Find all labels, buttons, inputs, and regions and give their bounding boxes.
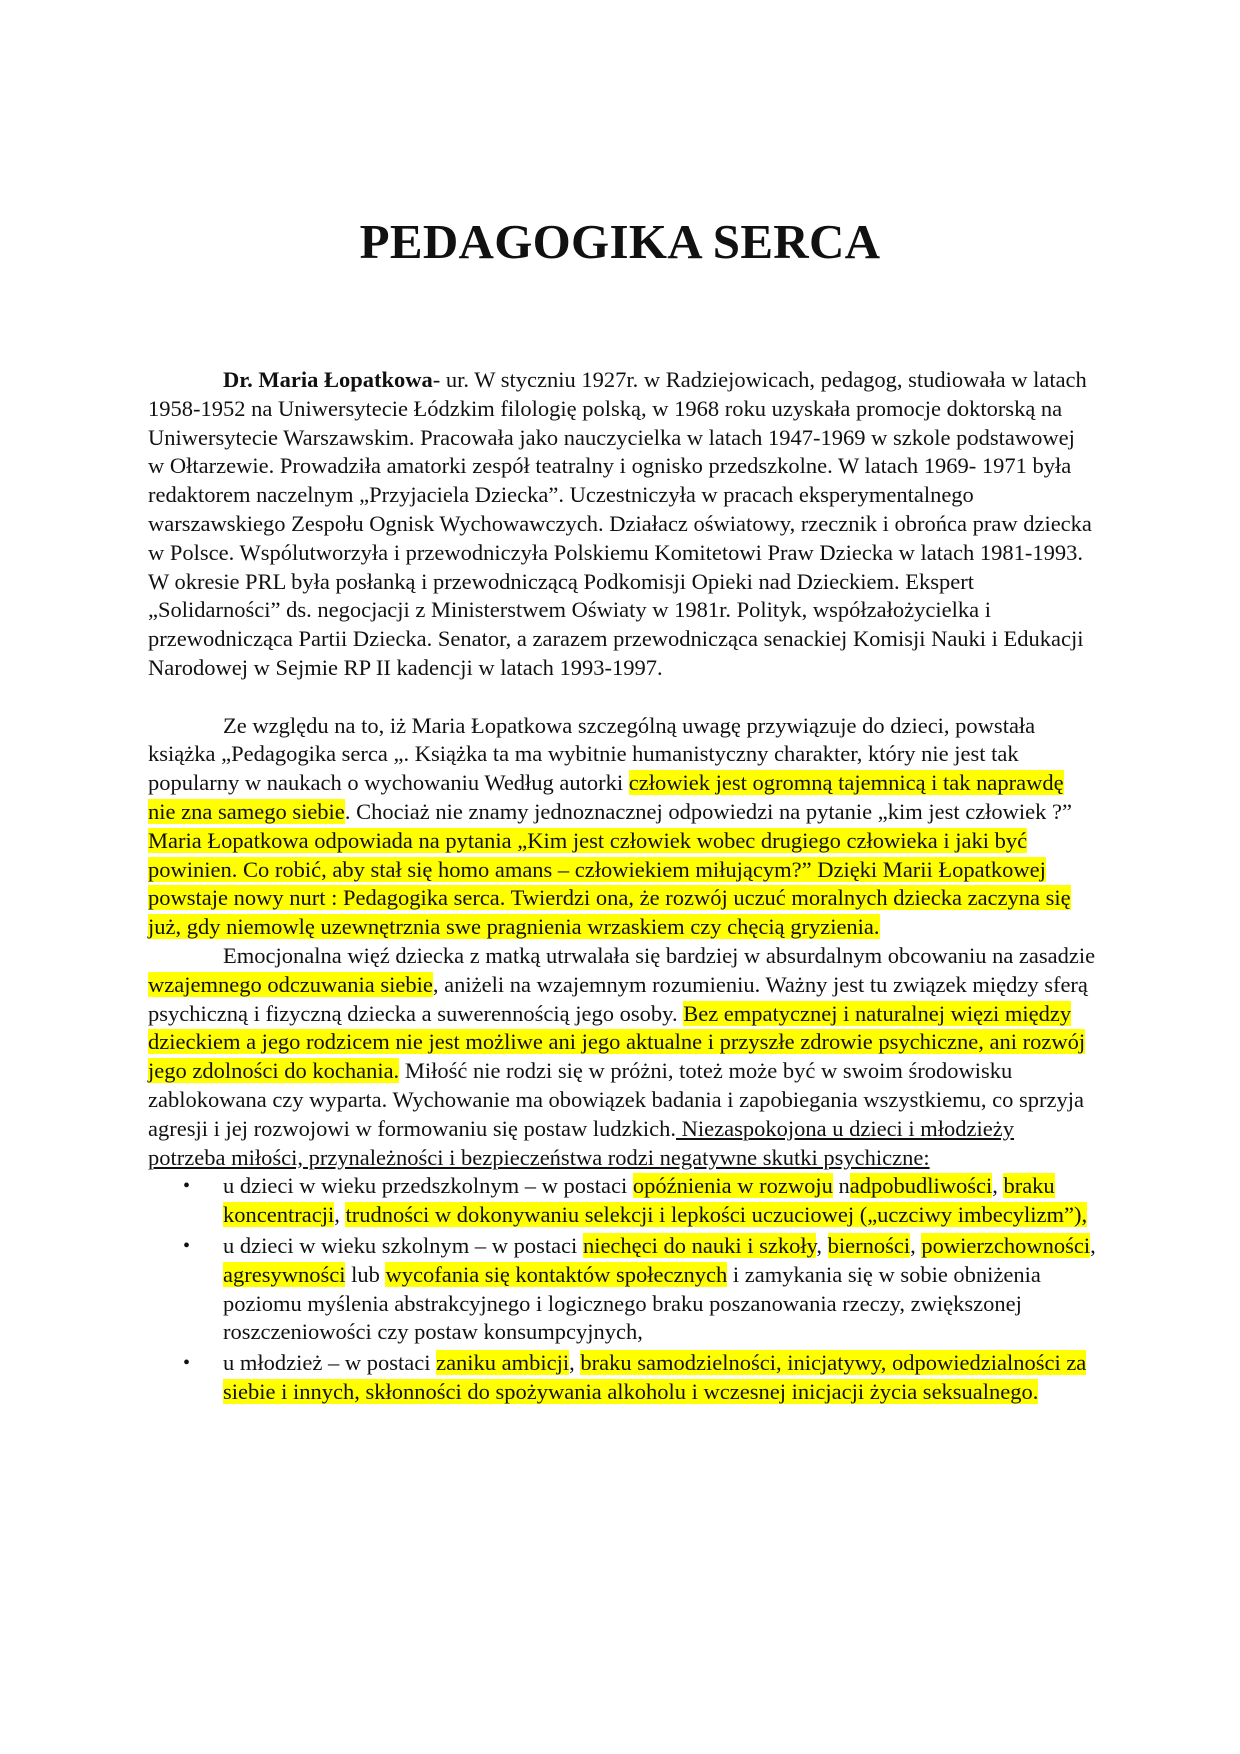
author-name: Dr. Maria Łopatkowa [223, 367, 433, 392]
bullet-icon: • [183, 1175, 191, 1198]
list-item [148, 1172, 1096, 1230]
bullet-icon: • [183, 1352, 191, 1375]
document-body [148, 366, 1096, 1409]
text-run: u młodzież – w postaci [223, 1350, 437, 1376]
underlined-text: Niezaspokojona u dzieci i młodzieży potrzeba miłości, przynależności i bezpieczeństwa rodzi negatywne skutki psychiczne: [148, 1115, 1015, 1170]
text-run: lub [345, 1261, 386, 1287]
highlight: wycofania się kontaktów społecznych [385, 1261, 728, 1287]
highlight: braku koncentracji [223, 1173, 1055, 1228]
highlight: Maria Łopatkowa odpowiada na pytania „Kim jest człowiek wobec drugiego człowieka i jaki być powinien. Co robić, aby stał się homo amans – człowiekiem miłującym?” Dzięki Marii Łopatkowej powstaje nowy nurt : Pedagogika serca. Twierdzi ona, że rozwój uczuć moralnych dziecka zaczyna się już, gdy niemowlę uzewnętrznia swe pragnienia wrzaskiem czy chęcią gryzienia. [148, 827, 1071, 940]
highlight: zaniku ambicji [436, 1350, 570, 1376]
highlight: człowiek jest ogromną tajemnicą i tak naprawdę nie zna samego siebie [148, 770, 1064, 824]
highlight: wzajemnego odczuwania siebie [148, 971, 433, 997]
text-run: , [992, 1173, 1004, 1199]
list-item [148, 1232, 1096, 1347]
text-run: u dzieci w wieku szkolnym – w postaci [223, 1232, 583, 1258]
emotion-paragraph [148, 942, 1096, 1172]
highlight: trudności w dokonywaniu selekcji i lepkości uczuciowej („uczciwy imbecylizm”), [345, 1202, 1088, 1228]
list-item [148, 1349, 1096, 1407]
text-run: u dzieci w wieku przedszkolnym – w postaci [223, 1173, 633, 1199]
paragraph-spacer [148, 683, 1096, 712]
text-run: Emocjonalna więź dziecka z matką utrwalała się bardziej w absurdalnym obcowaniu na zasadzie [223, 942, 1096, 968]
text-run: , [569, 1350, 581, 1376]
text-run: Miłość nie rodzi się w próżni, toteż może być w swoim środowisku zablokowana czy wyparta. Wychowanie ma obowiązek badania i zapobiegania wszystkiemu, co sprzyja agresji i jej rozwojowi w formowaniu się postaw ludzkich. [148, 1058, 1084, 1141]
book-paragraph [148, 712, 1096, 942]
highlight: agresywności [223, 1261, 346, 1287]
biography-text: - ur. W styczniu 1927r. w Radziejowicach, pedagog, studiowała w latach 1958-1952 na Uniwersytecie Łódzkim filologię polską, w 1968 roku uzyskała promocje doktorską na Uniwersytecie Warszawskim. Pracowała jako nauczycielka w latach 1947-1969 w szkole podstawowej w Ołtarzewie. Prowadziła amatorki zespół teatralny i ognisko przedszkolne. W latach 1969- 1971 była redaktorem naczelnym „Przyjaciela Dziecka”. Uczestniczyła w pracach eksperymentalnego warszawskiego Zespołu Ognisk Wychowawczych. Działacz oświatowy, rzecznik i obrońca praw dziecka w Polsce. Wspólutworzyła i przewodniczyła Polskiemu Komitetowi Praw Dziecka w latach 1981-1993. W okresie PRL była posłanką i przewodniczącą Podkomisji Opieki nad Dzieckiem. Ekspert „Solidarności” ds. negocjacji z Ministerstwem Oświaty w 1981r. Polityk, współzałożycielka i przewodnicząca Partii Dziecka. Senator, a zarazem przewodnicząca senackiej Komisji Nauki i Edukacji Narodowej w Sejmie RP II kadencji w latach 1993-1997. [148, 367, 1092, 680]
text-run: Ze względu na to, iż Maria Łopatkowa szczególną uwagę przywiązuje do dzieci, powstała książka „Pedagogika serca „. Książka ta ma wybitnie humanistyczny charakter, który nie jest tak popularny w naukach o wychowaniu Według autorki [148, 712, 1036, 796]
highlight: braku samodzielności, inicjatywy, odpowiedzialności za siebie i innych, skłonności do spożywania alkoholu i wczesnej inicjacji życia seksualnego. [223, 1350, 1087, 1404]
highlight: Bez empatycznej i naturalnej więzi między dzieckiem a jego rodzicem nie jest możliwe ani jego aktualne i przyszłe zdrowie psychiczne, ani rozwój jego zdolności do kochania. [148, 1000, 1086, 1084]
highlight: adpobudliwości [849, 1173, 993, 1199]
text-run: n [832, 1173, 850, 1199]
highlight: opóźnienia w rozwoju [632, 1173, 833, 1199]
highlight: powierzchowności [921, 1232, 1091, 1258]
bullet-icon: • [183, 1234, 191, 1257]
text-run: , aniżeli na wzajemnym rozumieniu. Ważny jest tu związek między sferą psychiczną i fizyczną dziecka a suwerennością jego osoby. [148, 971, 1088, 1026]
text-run: , [1090, 1232, 1096, 1258]
text-run: , [334, 1202, 346, 1228]
text-run: , [816, 1232, 828, 1258]
text-run: , [910, 1232, 922, 1258]
highlight: bierności [827, 1232, 911, 1258]
text-run: . Chociaż nie znamy jednoznacznej odpowiedzi na pytanie „kim jest człowiek ?” [344, 798, 1073, 824]
highlight: niechęci do nauki i szkoły [582, 1232, 817, 1258]
text-run: i zamykania się w sobie obniżenia poziomu myślenia abstrakcyjnego i logicznego braku poszanowania rzeczy, zwiększonej roszczeniowości czy postaw konsumpcyjnych, [223, 1261, 1041, 1345]
page-title: PEDAGOGIKA SERCA [359, 214, 881, 269]
biography-paragraph [148, 366, 1096, 683]
consequences-list [148, 1172, 1096, 1406]
